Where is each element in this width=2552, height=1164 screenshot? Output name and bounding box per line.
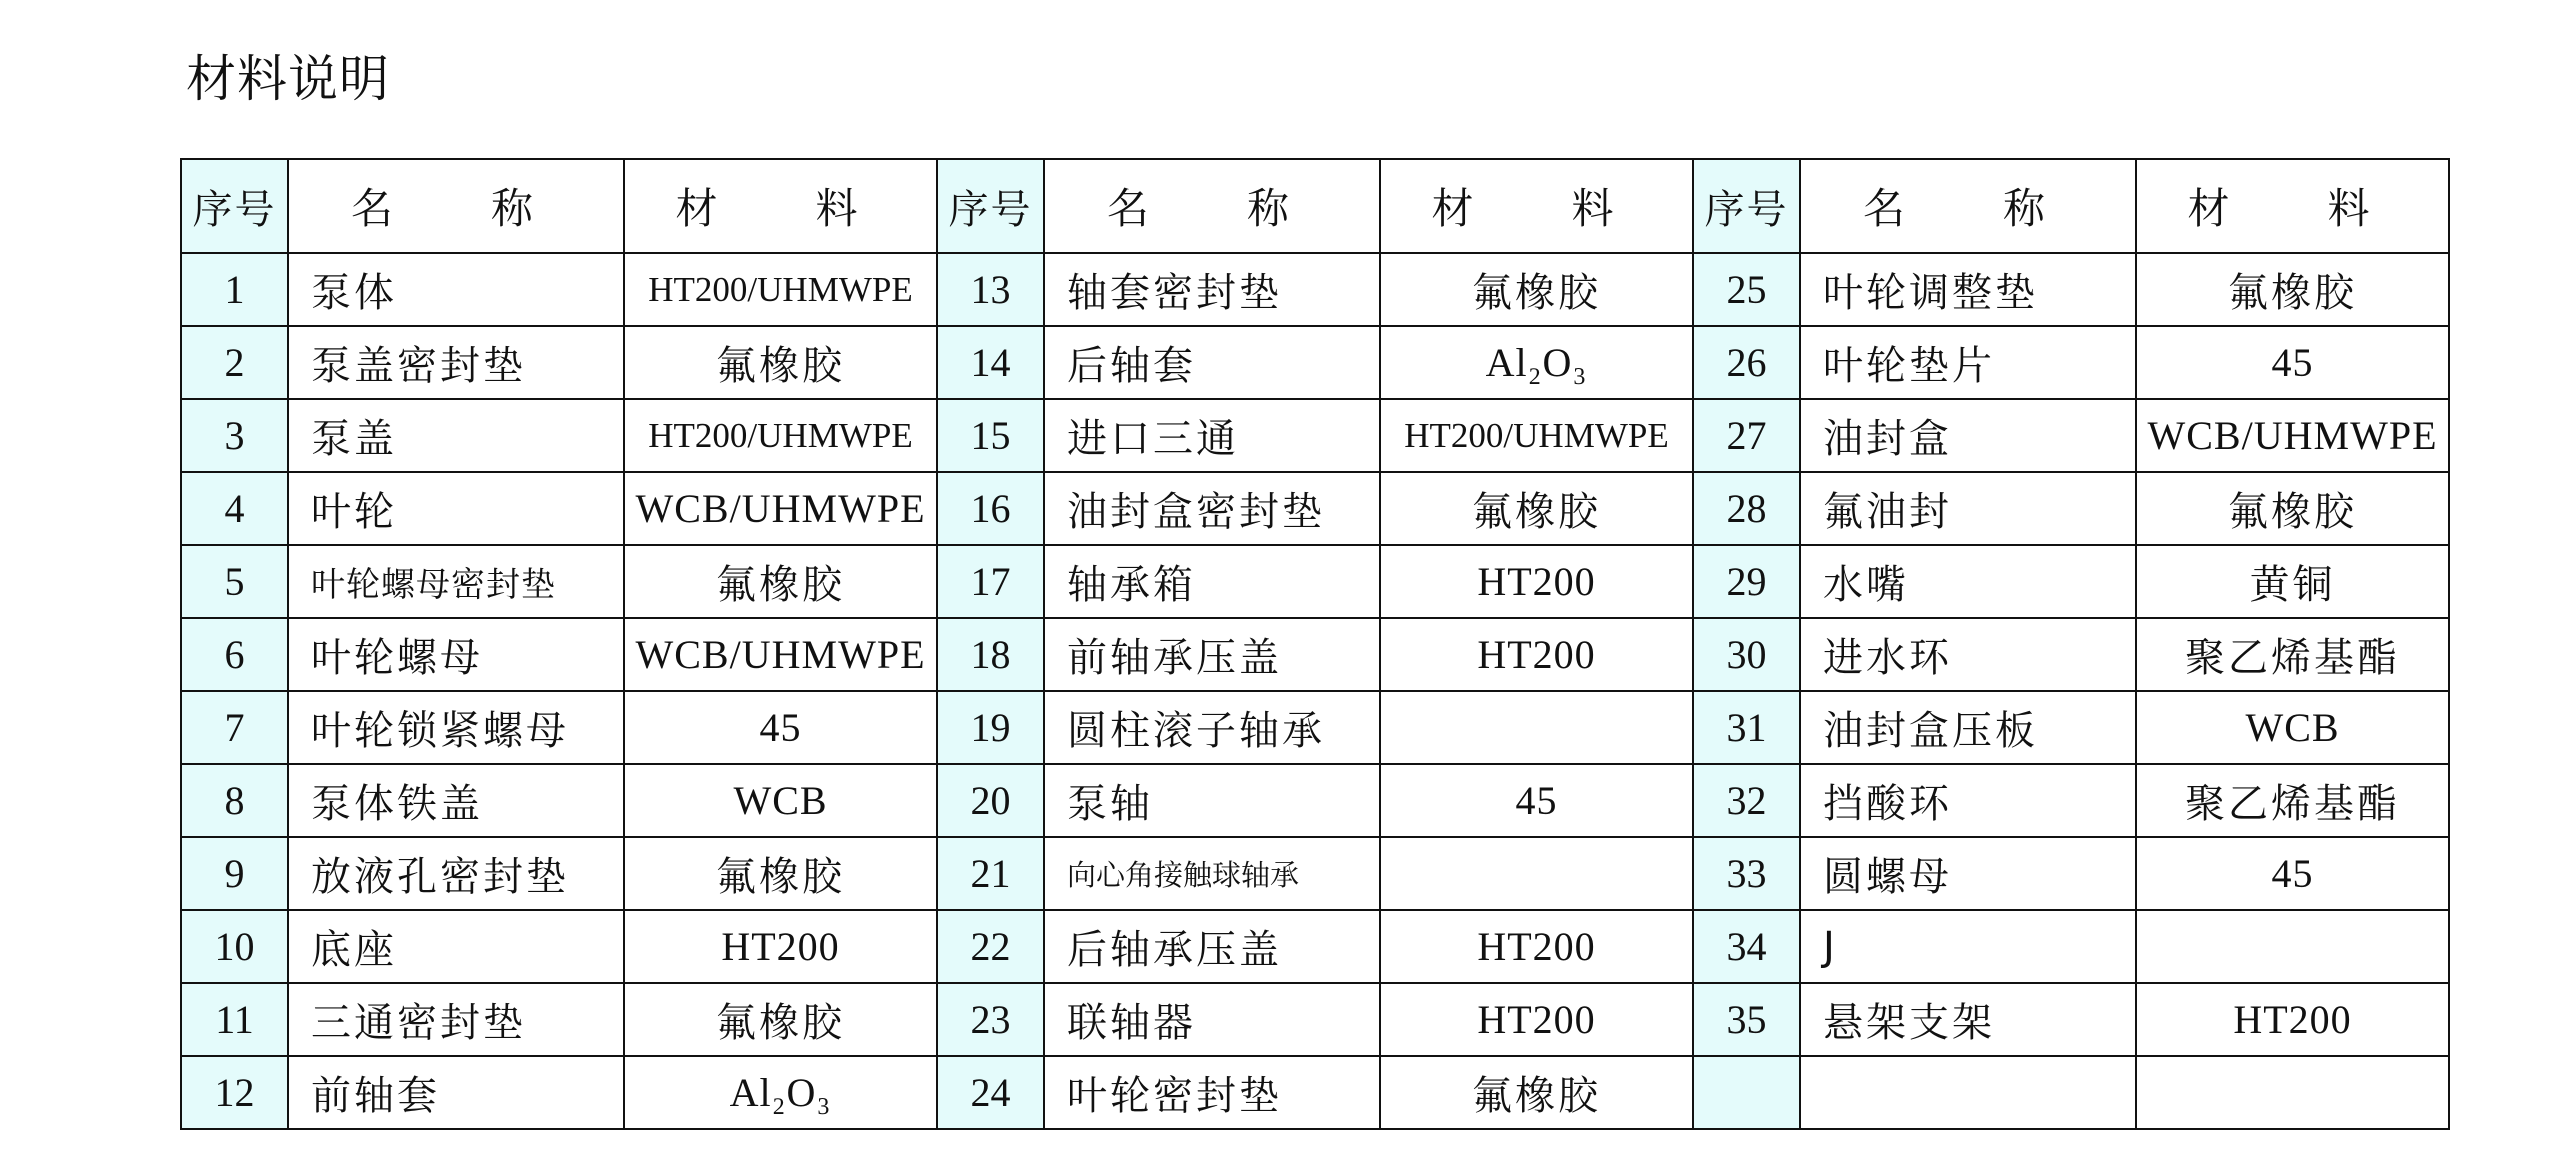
item-number: 13	[937, 253, 1044, 326]
item-material: 氟橡胶	[1380, 472, 1693, 545]
item-material: 聚乙烯基酯	[2136, 764, 2449, 837]
item-material: 氟橡胶	[624, 983, 937, 1056]
header-name: 名 称	[1800, 159, 2136, 253]
item-name: 泵轴	[1044, 764, 1380, 837]
item-material: HT200/UHMWPE	[624, 253, 937, 326]
item-material: 氟橡胶	[1380, 253, 1693, 326]
header-material: 材 料	[1380, 159, 1693, 253]
item-material: 45	[2136, 837, 2449, 910]
item-material: HT200/UHMWPE	[1380, 399, 1693, 472]
item-name: 圆螺母	[1800, 837, 2136, 910]
item-number: 3	[181, 399, 288, 472]
item-name: 叶轮密封垫	[1044, 1056, 1380, 1129]
item-number: 27	[1693, 399, 1800, 472]
item-material: HT200	[1380, 983, 1693, 1056]
table-row	[181, 837, 2449, 910]
item-number: 24	[937, 1056, 1044, 1129]
table-row	[181, 326, 2449, 399]
item-material: 氟橡胶	[624, 326, 937, 399]
item-name: 轴套密封垫	[1044, 253, 1380, 326]
item-number: 6	[181, 618, 288, 691]
header-name: 名 称	[288, 159, 624, 253]
item-number: 19	[937, 691, 1044, 764]
item-name: 后轴套	[1044, 326, 1380, 399]
item-name: 泵体铁盖	[288, 764, 624, 837]
materials-table-body	[181, 159, 2449, 1129]
item-number: 31	[1693, 691, 1800, 764]
item-name: 油封盒密封垫	[1044, 472, 1380, 545]
table-row	[181, 1056, 2449, 1129]
item-material: 45	[1380, 764, 1693, 837]
table-row	[181, 910, 2449, 983]
item-name: 悬架支架	[1800, 983, 2136, 1056]
item-material: 氟橡胶	[2136, 253, 2449, 326]
item-number: 25	[1693, 253, 1800, 326]
item-number: 23	[937, 983, 1044, 1056]
item-number: 8	[181, 764, 288, 837]
item-name: 联轴器	[1044, 983, 1380, 1056]
table-row	[181, 691, 2449, 764]
item-number	[1693, 1056, 1800, 1129]
header-name: 名 称	[1044, 159, 1380, 253]
item-material	[1380, 837, 1693, 910]
item-name: 前轴承压盖	[1044, 618, 1380, 691]
item-number: 22	[937, 910, 1044, 983]
item-material	[2136, 1056, 2449, 1129]
table-row	[181, 545, 2449, 618]
header-no: 序号	[181, 159, 288, 253]
item-name: 圆柱滚子轴承	[1044, 691, 1380, 764]
item-material: WCB	[2136, 691, 2449, 764]
item-name	[1800, 1056, 2136, 1129]
item-number: 33	[1693, 837, 1800, 910]
item-material: HT200	[1380, 618, 1693, 691]
item-material: 氟橡胶	[624, 545, 937, 618]
item-material	[1380, 691, 1693, 764]
item-name: 泵盖	[288, 399, 624, 472]
table-row	[181, 253, 2449, 326]
item-name: 水嘴	[1800, 545, 2136, 618]
item-name: 叶轮	[288, 472, 624, 545]
header-material: 材 料	[624, 159, 937, 253]
item-material: HT200/UHMWPE	[624, 399, 937, 472]
item-name: 叶轮调整垫	[1800, 253, 2136, 326]
item-number: 9	[181, 837, 288, 910]
item-number: 12	[181, 1056, 288, 1129]
item-name: 油封盒压板	[1800, 691, 2136, 764]
table-row	[181, 399, 2449, 472]
item-number: 4	[181, 472, 288, 545]
item-name: 叶轮锁紧螺母	[288, 691, 624, 764]
item-material: Al₂O₃	[624, 1056, 937, 1129]
item-name: 进水环	[1800, 618, 2136, 691]
item-number: 1	[181, 253, 288, 326]
item-material: 45	[624, 691, 937, 764]
item-number: 26	[1693, 326, 1800, 399]
header-material: 材 料	[2136, 159, 2449, 253]
item-name: 挡酸环	[1800, 764, 2136, 837]
header-no: 序号	[1693, 159, 1800, 253]
table-header-row	[181, 159, 2449, 253]
item-name: 前轴套	[288, 1056, 624, 1129]
item-number: 32	[1693, 764, 1800, 837]
item-number: 28	[1693, 472, 1800, 545]
document-title: 材料说明	[186, 50, 390, 108]
table-row	[181, 983, 2449, 1056]
item-name: 叶轮螺母密封垫	[288, 545, 624, 618]
item-number: 29	[1693, 545, 1800, 618]
item-number: 17	[937, 545, 1044, 618]
header-no: 序号	[937, 159, 1044, 253]
item-number: 20	[937, 764, 1044, 837]
item-number: 30	[1693, 618, 1800, 691]
item-name: 叶轮螺母	[288, 618, 624, 691]
item-name: 后轴承压盖	[1044, 910, 1380, 983]
materials-table	[180, 158, 2450, 1130]
item-name: 油封盒	[1800, 399, 2136, 472]
item-name: 叶轮垫片	[1800, 326, 2136, 399]
item-material: 氟橡胶	[2136, 472, 2449, 545]
item-number: 5	[181, 545, 288, 618]
item-number: 7	[181, 691, 288, 764]
item-material	[2136, 910, 2449, 983]
item-name: 三通密封垫	[288, 983, 624, 1056]
item-material: WCB	[624, 764, 937, 837]
item-name: 轴承箱	[1044, 545, 1380, 618]
item-material: HT200	[1380, 545, 1693, 618]
item-name: 泵体	[288, 253, 624, 326]
item-number: 21	[937, 837, 1044, 910]
item-name: 氟油封	[1800, 472, 2136, 545]
item-number: 2	[181, 326, 288, 399]
item-name: 放液孔密封垫	[288, 837, 624, 910]
item-material: Al₂O₃	[1380, 326, 1693, 399]
table-row	[181, 618, 2449, 691]
item-number: 14	[937, 326, 1044, 399]
item-number: 34	[1693, 910, 1800, 983]
item-number: 16	[937, 472, 1044, 545]
item-number: 11	[181, 983, 288, 1056]
item-material: WCB/UHMWPE	[2136, 399, 2449, 472]
item-name: 进口三通	[1044, 399, 1380, 472]
item-name: 底座	[288, 910, 624, 983]
table-row	[181, 764, 2449, 837]
item-material: HT200	[1380, 910, 1693, 983]
item-material: 氟橡胶	[624, 837, 937, 910]
item-material: 45	[2136, 326, 2449, 399]
item-material: HT200	[2136, 983, 2449, 1056]
item-material: HT200	[624, 910, 937, 983]
item-name: 泵盖密封垫	[288, 326, 624, 399]
item-material: 氟橡胶	[1380, 1056, 1693, 1129]
item-material: 聚乙烯基酯	[2136, 618, 2449, 691]
item-number: 10	[181, 910, 288, 983]
item-number: 35	[1693, 983, 1800, 1056]
item-name: 向心角接触球轴承	[1044, 837, 1380, 910]
item-material: WCB/UHMWPE	[624, 618, 937, 691]
item-number: 18	[937, 618, 1044, 691]
item-name: J	[1800, 910, 2136, 983]
item-number: 15	[937, 399, 1044, 472]
item-material: WCB/UHMWPE	[624, 472, 937, 545]
item-material: 黄铜	[2136, 545, 2449, 618]
table-row	[181, 472, 2449, 545]
